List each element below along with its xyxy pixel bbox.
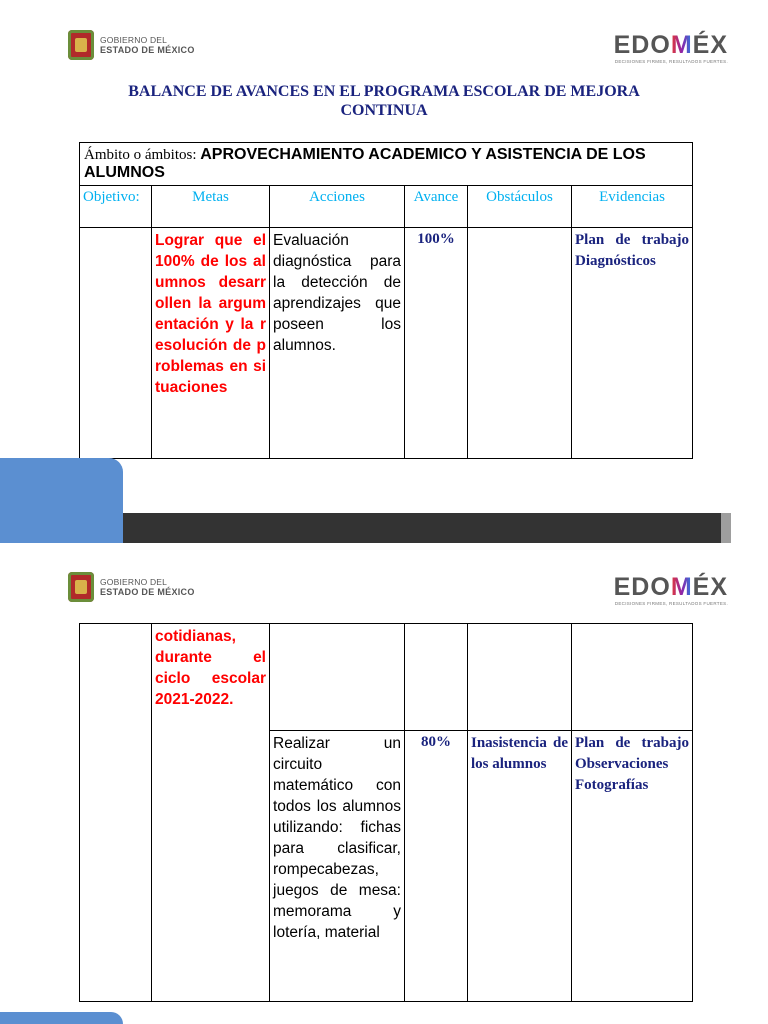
edomex-slogan: DECISIONES FIRMES, RESULTADOS FUERTES. — [614, 59, 728, 64]
document-title — [60, 82, 708, 120]
obstaculo-cell — [468, 228, 572, 459]
evidencia-cell — [572, 228, 693, 459]
evidencia-cell-p2-empty — [572, 624, 693, 731]
edomex-logo-2 — [614, 574, 728, 606]
accion-cell: Evaluación diagnóstica para la detección de aprendizajes que poseen los alumnos. — [270, 228, 405, 459]
col-header-evidencias: Evidencias — [572, 186, 693, 228]
evidencia-p2-line-2: Observaciones — [575, 756, 669, 772]
evidencia-cell-p2 — [572, 731, 693, 1002]
meta-cell: Lograr que el 100% de los alumnos desarrollen la argumentación y la resolución de problemas en situaciones — [152, 228, 270, 459]
balance-table-page-2 — [79, 623, 693, 1002]
edomex-slogan-2: DECISIONES FIRMES, RESULTADOS FUERTES. — [614, 601, 728, 606]
col-header-acciones: Acciones — [270, 186, 405, 228]
ambito-cell — [80, 143, 693, 186]
state-seal-icon-2 — [68, 572, 94, 602]
brand-post: ÉX — [692, 31, 728, 59]
gov-line-1-p2: GOBIERNO DEL — [100, 577, 168, 587]
accion-cell-p2-empty — [270, 624, 405, 731]
col-header-objetivo: Objetivo: — [80, 186, 152, 228]
page-separator-band — [123, 513, 721, 543]
page-2 — [0, 544, 768, 1024]
brand-pre-2: EDO — [613, 573, 671, 601]
ambito-value: APROVECHAMIENTO ACADEMICO Y ASISTENCIA DE LOS ALUMNOS — [84, 146, 646, 181]
gov-logo-text — [100, 35, 195, 55]
gov-line-1: GOBIERNO DEL — [100, 35, 168, 45]
meta-cell-p2: cotidianas, durante el ciclo escolar 2021-2022. — [152, 624, 270, 1002]
brand-pre: EDO — [613, 31, 671, 59]
avance-cell-p2-empty — [405, 624, 468, 731]
blue-page-tab — [0, 458, 123, 543]
gov-line-2: ESTADO DE MÉXICO — [100, 45, 195, 55]
obstaculo-cell-p2-empty — [468, 624, 572, 731]
edomex-brand-2 — [614, 574, 728, 600]
avance-cell-p2: 80% — [405, 731, 468, 1002]
brand-post-2: ÉX — [692, 573, 728, 601]
title-line-1: BALANCE DE AVANCES EN EL PROGRAMA ESCOLAR DE MEJORA — [128, 83, 640, 100]
page-separator-edge — [721, 513, 731, 543]
brand-m-2: M — [670, 573, 693, 601]
objetivo-cell-p2 — [80, 624, 152, 1002]
edomex-logo — [614, 32, 728, 64]
ambito-label: Ámbito o ámbitos: — [84, 147, 201, 163]
col-header-obstaculos: Obstáculos — [468, 186, 572, 228]
accion-cell-p2: Realizar un circuito matemático con todos los alumnos utilizando: fichas para clasificar, rompecabezas, juegos de mesa: memorama y lotería, material — [270, 731, 405, 1002]
evidencia-line-1: Plan de trabajo — [575, 232, 690, 248]
obstaculo-cell-p2: Inasistencia de los alumnos — [468, 731, 572, 1002]
balance-table-page-1 — [79, 142, 693, 459]
gov-logo-text-2 — [100, 577, 195, 597]
avance-cell: 100% — [405, 228, 468, 459]
col-header-avance: Avance — [405, 186, 468, 228]
col-header-metas: Metas — [152, 186, 270, 228]
state-seal-icon — [68, 30, 94, 60]
evidencia-p2-line-1: Plan de trabajo — [575, 735, 689, 751]
gov-line-2-p2: ESTADO DE MÉXICO — [100, 587, 195, 597]
evidencia-p2-line-3: Fotografías — [575, 777, 649, 793]
blue-page-tab-2 — [0, 1012, 123, 1024]
evidencia-line-2: Diagnósticos — [575, 253, 656, 269]
edomex-brand — [614, 32, 728, 58]
gov-logo — [68, 30, 195, 60]
title-line-2: CONTINUA — [340, 102, 428, 119]
objetivo-cell — [80, 228, 152, 459]
gov-logo-2 — [68, 572, 195, 602]
brand-m: M — [670, 31, 693, 59]
